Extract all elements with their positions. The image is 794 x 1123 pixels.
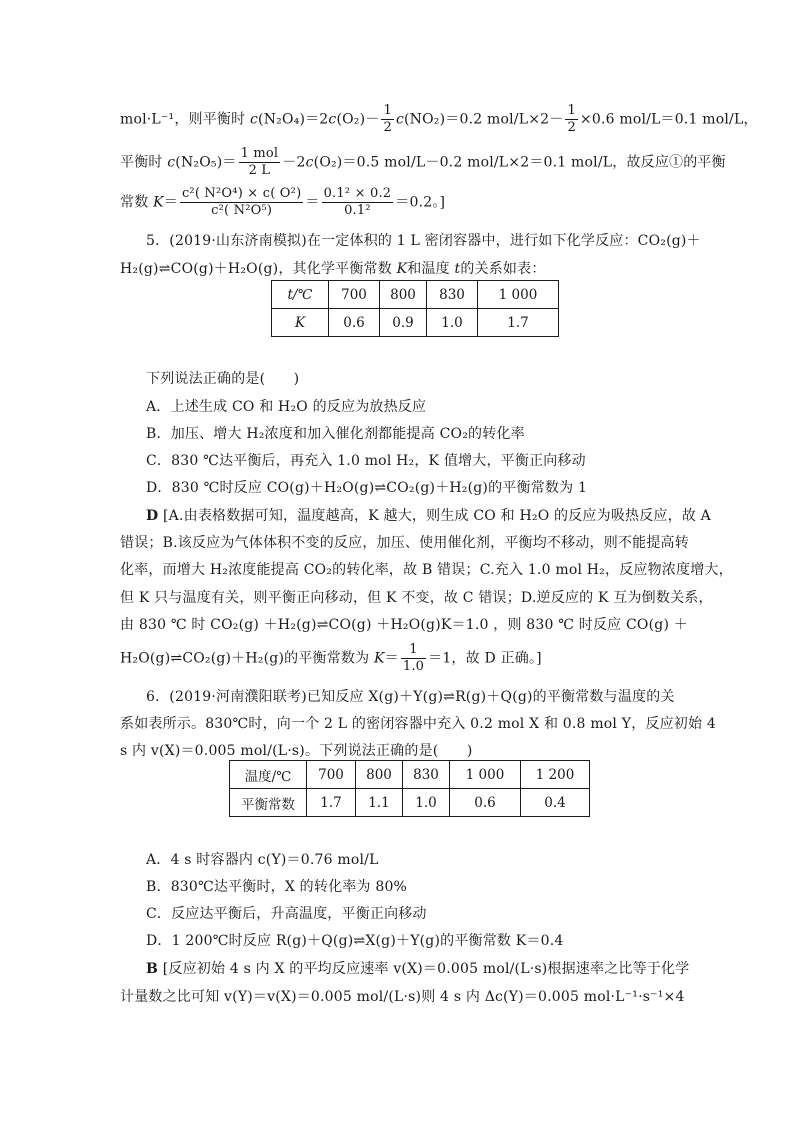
text: mol·L⁻¹，则平衡时 <box>120 111 250 128</box>
table-header-cell: 1 000 <box>450 761 521 789</box>
text: ×0.6 mol/L＝0.1 mol/L， <box>579 111 758 128</box>
table-row <box>230 789 590 817</box>
fraction-denominator: 1.0 <box>402 659 425 674</box>
table-header-cell: 温度/℃ <box>230 761 307 789</box>
text: [反应初始 4 s 内 X 的平均反应速率 v(X)＝0.005 mol/(L·s)根据速率之比等于化学 <box>162 961 690 977</box>
var-K: K <box>153 194 164 211</box>
text: H₂O(g)⇌CO₂(g)＋H₂(g)的平衡常数为 <box>120 650 374 667</box>
text: 和温度 <box>407 261 455 277</box>
explanation-5-line-2: 错误；B.该反应为气体体积不变的反应，加压、使用催化剂，平衡均不移动，则不能提高转 <box>120 535 689 551</box>
text: ＝ <box>305 194 320 211</box>
text: 常数 <box>120 194 154 211</box>
equilibrium-arrow-icon: ⇌ <box>158 261 171 277</box>
option-c: C．反应达平衡后，升高温度，平衡正向移动 <box>146 906 427 922</box>
table-header-cell: t/℃ <box>272 281 329 309</box>
table-row <box>272 281 559 309</box>
fraction <box>381 103 393 136</box>
solution-line-2 <box>120 146 726 179</box>
text: H₂(g) <box>120 261 159 277</box>
text: (N₂O₅)＝ <box>175 154 237 171</box>
option-a: A．上述生成 CO 和 H₂O 的反应为放热反应 <box>146 399 427 415</box>
table-header-cell: 1 000 <box>478 281 559 309</box>
table-header-cell: 700 <box>307 761 356 789</box>
table-cell: K <box>272 309 329 337</box>
table-k-vs-temperature <box>271 280 559 337</box>
text: CO(g)＋H₂O(g)，其化学平衡常数 <box>170 261 397 277</box>
solution-line-3 <box>120 186 445 219</box>
var-c: c <box>305 154 314 171</box>
var-c: c <box>328 111 337 128</box>
table-header-cell: 700 <box>329 281 380 309</box>
fraction-numerator: 1 mol <box>240 146 279 161</box>
text: (O₂)－ <box>336 111 380 128</box>
table-row <box>230 761 590 789</box>
table-cell: 1.7 <box>478 309 559 337</box>
fraction-numerator: 1 <box>401 642 426 659</box>
table-cell: 0.6 <box>450 789 521 817</box>
fraction-denominator: c²( N²O⁵) <box>211 203 273 218</box>
answer-letter: D <box>146 508 159 524</box>
explanation-5-line-1 <box>146 505 711 525</box>
fraction-numerator: 1 <box>383 103 392 118</box>
fraction-denominator: 2 <box>567 120 576 135</box>
fraction <box>180 186 303 219</box>
table-header-cell: 800 <box>356 761 403 789</box>
explanation-6-line-2: 计量数之比可知 v(Y)＝v(X)＝0.005 mol/(L·s)则 4 s 内 Δc(Y)＝0.005 mol·L⁻¹·s⁻¹×4 <box>120 989 685 1005</box>
table-cell: 1.1 <box>356 789 403 817</box>
question-5-stem: 下列说法正确的是( ) <box>146 371 300 387</box>
answer-letter: B <box>146 961 159 977</box>
text: 平衡时 <box>120 154 168 171</box>
option-b: B．830℃达平衡时，X 的转化率为 80% <box>146 879 408 895</box>
table-equilibrium-constant <box>229 760 590 817</box>
var-c: c <box>395 111 405 128</box>
fraction-denominator: 2 <box>383 120 392 135</box>
fraction-denominator: 0.1² <box>344 203 371 218</box>
question-5-line-2 <box>120 258 546 278</box>
text: [A.由表格数据可知，温度越高，K 越大，则生成 CO 和 H₂O 的反应为吸热反应，故 A <box>163 508 711 524</box>
option-a: A．4 s 时容器内 c(Y)＝0.76 mol/L <box>146 852 379 868</box>
var-c: c <box>249 111 259 128</box>
text: ＝ <box>163 194 178 211</box>
text: 的关系如表： <box>460 261 546 277</box>
table-header-cell: 1 200 <box>521 761 590 789</box>
explanation-5-line-6 <box>120 642 542 675</box>
option-d: D．830 ℃时反应 CO(g)＋H₂O(g)⇌CO₂(g)＋H₂(g)的平衡常数为 1 <box>146 480 588 496</box>
text: (NO₂)＝0.2 mol/L×2－ <box>404 111 564 128</box>
explanation-6-line-1 <box>146 958 689 978</box>
table-cell: 0.6 <box>329 309 380 337</box>
question-5-line-1: 5．(2019·山东济南模拟)在一定体积的 1 L 密闭容器中，进行如下化学反应：CO₂(g)＋ <box>146 233 701 249</box>
table-header-cell: 800 <box>380 281 427 309</box>
var-c: c <box>167 154 176 171</box>
option-d: D．1 200℃时反应 R(g)＋Q(g)⇌X(g)＋Y(g)的平衡常数 K＝0.4 <box>146 933 564 949</box>
var-K: K <box>396 261 408 277</box>
fraction-numerator: c²( N²O⁴) × c( O²) <box>181 186 302 201</box>
text: ＝ <box>384 650 399 667</box>
table-row <box>272 309 559 337</box>
fraction <box>322 186 394 219</box>
table-cell: 1.0 <box>427 309 478 337</box>
table-cell: 1.7 <box>307 789 356 817</box>
text: (N₂O₄)＝2 <box>258 111 329 128</box>
option-b: B．加压、增大 H₂浓度和加入催化剂都能提高 CO₂的转化率 <box>146 426 525 442</box>
option-c: C．830 ℃达平衡后，再充入 1.0 mol H₂，K 值增大，平衡正向移动 <box>146 453 586 469</box>
question-6-line-1: 6．(2019·河南濮阳联考)已知反应 X(g)＋Y(g)⇌R(g)＋Q(g)的平衡常数与温度的关 <box>146 689 675 705</box>
solution-line-1 <box>120 103 758 136</box>
text: ＝0.2。] <box>395 194 446 211</box>
fraction <box>401 642 426 675</box>
explanation-5-line-4: 但 K 只与温度有关，则平衡正向移动，但 K 不变，故 C 错误；D.逆反应的 K 互为倒数关系， <box>120 590 713 606</box>
explanation-5-line-5: 由 830 ℃ 时 CO₂(g) ＋H₂(g)⇌CO(g) ＋H₂O(g)K＝1.0 ，则 830 ℃ 时反应 CO(g) ＋ <box>120 617 688 633</box>
fraction-numerator: 1 <box>567 103 576 118</box>
question-6-line-3: s 内 v(X)＝0.005 mol/(L·s)。下列说法正确的是( ) <box>120 743 473 759</box>
text: (O₂)＝0.5 mol/L－0.2 mol/L×2＝0.1 mol/L，故反应①的平衡 <box>313 154 726 171</box>
table-cell: 1.0 <box>403 789 450 817</box>
fraction-numerator: 0.1² × 0.2 <box>323 186 392 201</box>
fraction <box>565 103 577 136</box>
var-K: K <box>373 650 385 667</box>
fraction-denominator: 2 L <box>248 163 271 178</box>
table-cell: 0.9 <box>380 309 427 337</box>
table-header-cell: 830 <box>403 761 450 789</box>
table-header-cell: 830 <box>427 281 478 309</box>
text: ＝1，故 D 正确。] <box>428 650 542 667</box>
table-cell: 0.4 <box>521 789 590 817</box>
fraction <box>239 146 281 179</box>
explanation-5-line-3: 化率，而增大 H₂浓度能提高 CO₂的转化率，故 B 错误；C.充入 1.0 mol H₂，反应物浓度增大， <box>120 562 733 578</box>
var-t: t <box>454 261 461 277</box>
question-6-line-2: 系如表所示。830℃时，向一个 2 L 的密闭容器中充入 0.2 mol X 和 0.8 mol Y，反应初始 4 <box>120 716 716 732</box>
table-cell: 平衡常数 <box>230 789 307 817</box>
text: －2 <box>282 154 306 171</box>
